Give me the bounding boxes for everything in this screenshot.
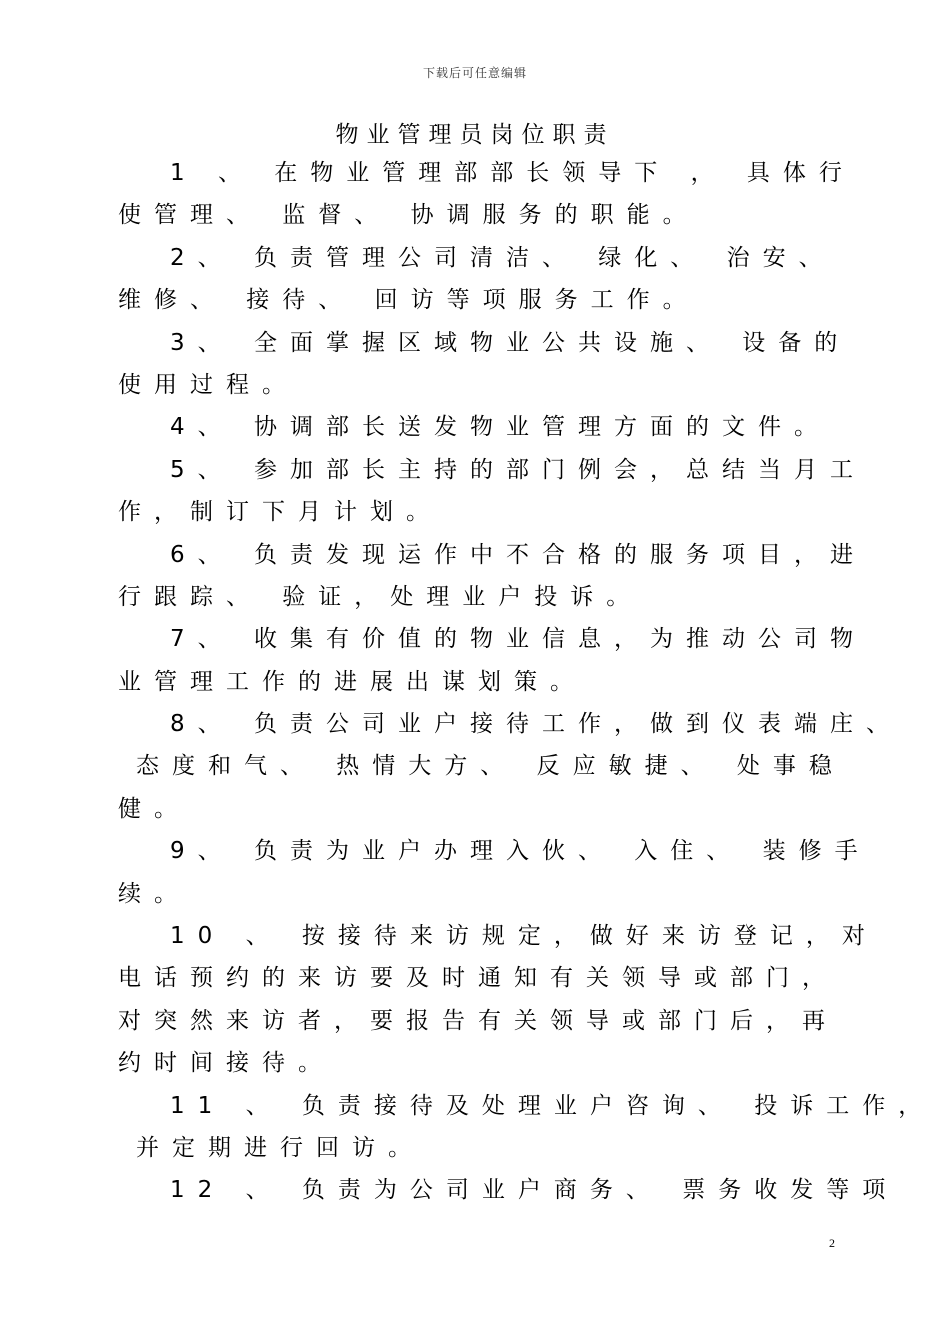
text-line: 8、 负责公司业户接待工作，做到仪表端庄、 [170,711,902,738]
text-line: 约时间接待。 [118,1050,334,1077]
text-line: 9、 负责为业户办理入伙、 入住、 装修手 [170,838,871,865]
text-line: 行跟踪、 验证，处理业户投诉。 [118,583,643,610]
text-line: 对突然来访者，要报告有关领导或部门后，再 [118,1007,838,1034]
text-line: 7、 收集有价值的物业信息，为推动公司物 [170,626,866,653]
text-line: 作，制订下月计划。 [118,499,442,526]
text-line: 态度和气、 热情大方、 反应敏捷、 处事稳 [136,753,845,780]
text-line: 11 、 负责接待及处理业户咨询、 投诉工作， [170,1092,935,1119]
document-body [118,152,935,1212]
text-line: 使管理、 监督、 协调服务的职能。 [118,202,699,229]
text-line: 12 、 负责为公司业户商务、 票务收发等项 [170,1177,899,1204]
header-note: 下载后可任意编辑 [422,66,527,80]
text-line: 维修、 接待、 回访等项服务工作。 [118,287,699,314]
text-line: 业管理工作的进展出谋划策。 [118,668,586,695]
text-line: 续。 [118,880,190,907]
text-line: 并定期进行回访。 [136,1134,424,1161]
document-title: 物业管理员岗位职责 [335,122,615,148]
text-line: 6、 负责发现运作中不合格的服务项目，进 [170,541,866,568]
text-line: 2、 负责管理公司清洁、 绿化、 治安、 [170,244,835,271]
text-line: 健。 [118,795,190,822]
page-number: 2 [829,1236,835,1250]
text-line: 电话预约的来访要及时通知有关领导或部门， [118,965,838,992]
text-line: 5、 参加部长主持的部门例会，总结当月工 [170,456,866,483]
text-line: 4、 协调部长送发物业管理方面的文件。 [170,414,830,441]
text-line: 3、 全面掌握区域物业公共设施、 设备的 [170,329,851,356]
text-line: 1 、 在物业管理部部长领导下 ， 具体行 [170,160,855,186]
text-line: 使用过程。 [118,371,298,398]
text-line: 10 、 按接待来访规定，做好来访登记，对 [170,923,878,950]
